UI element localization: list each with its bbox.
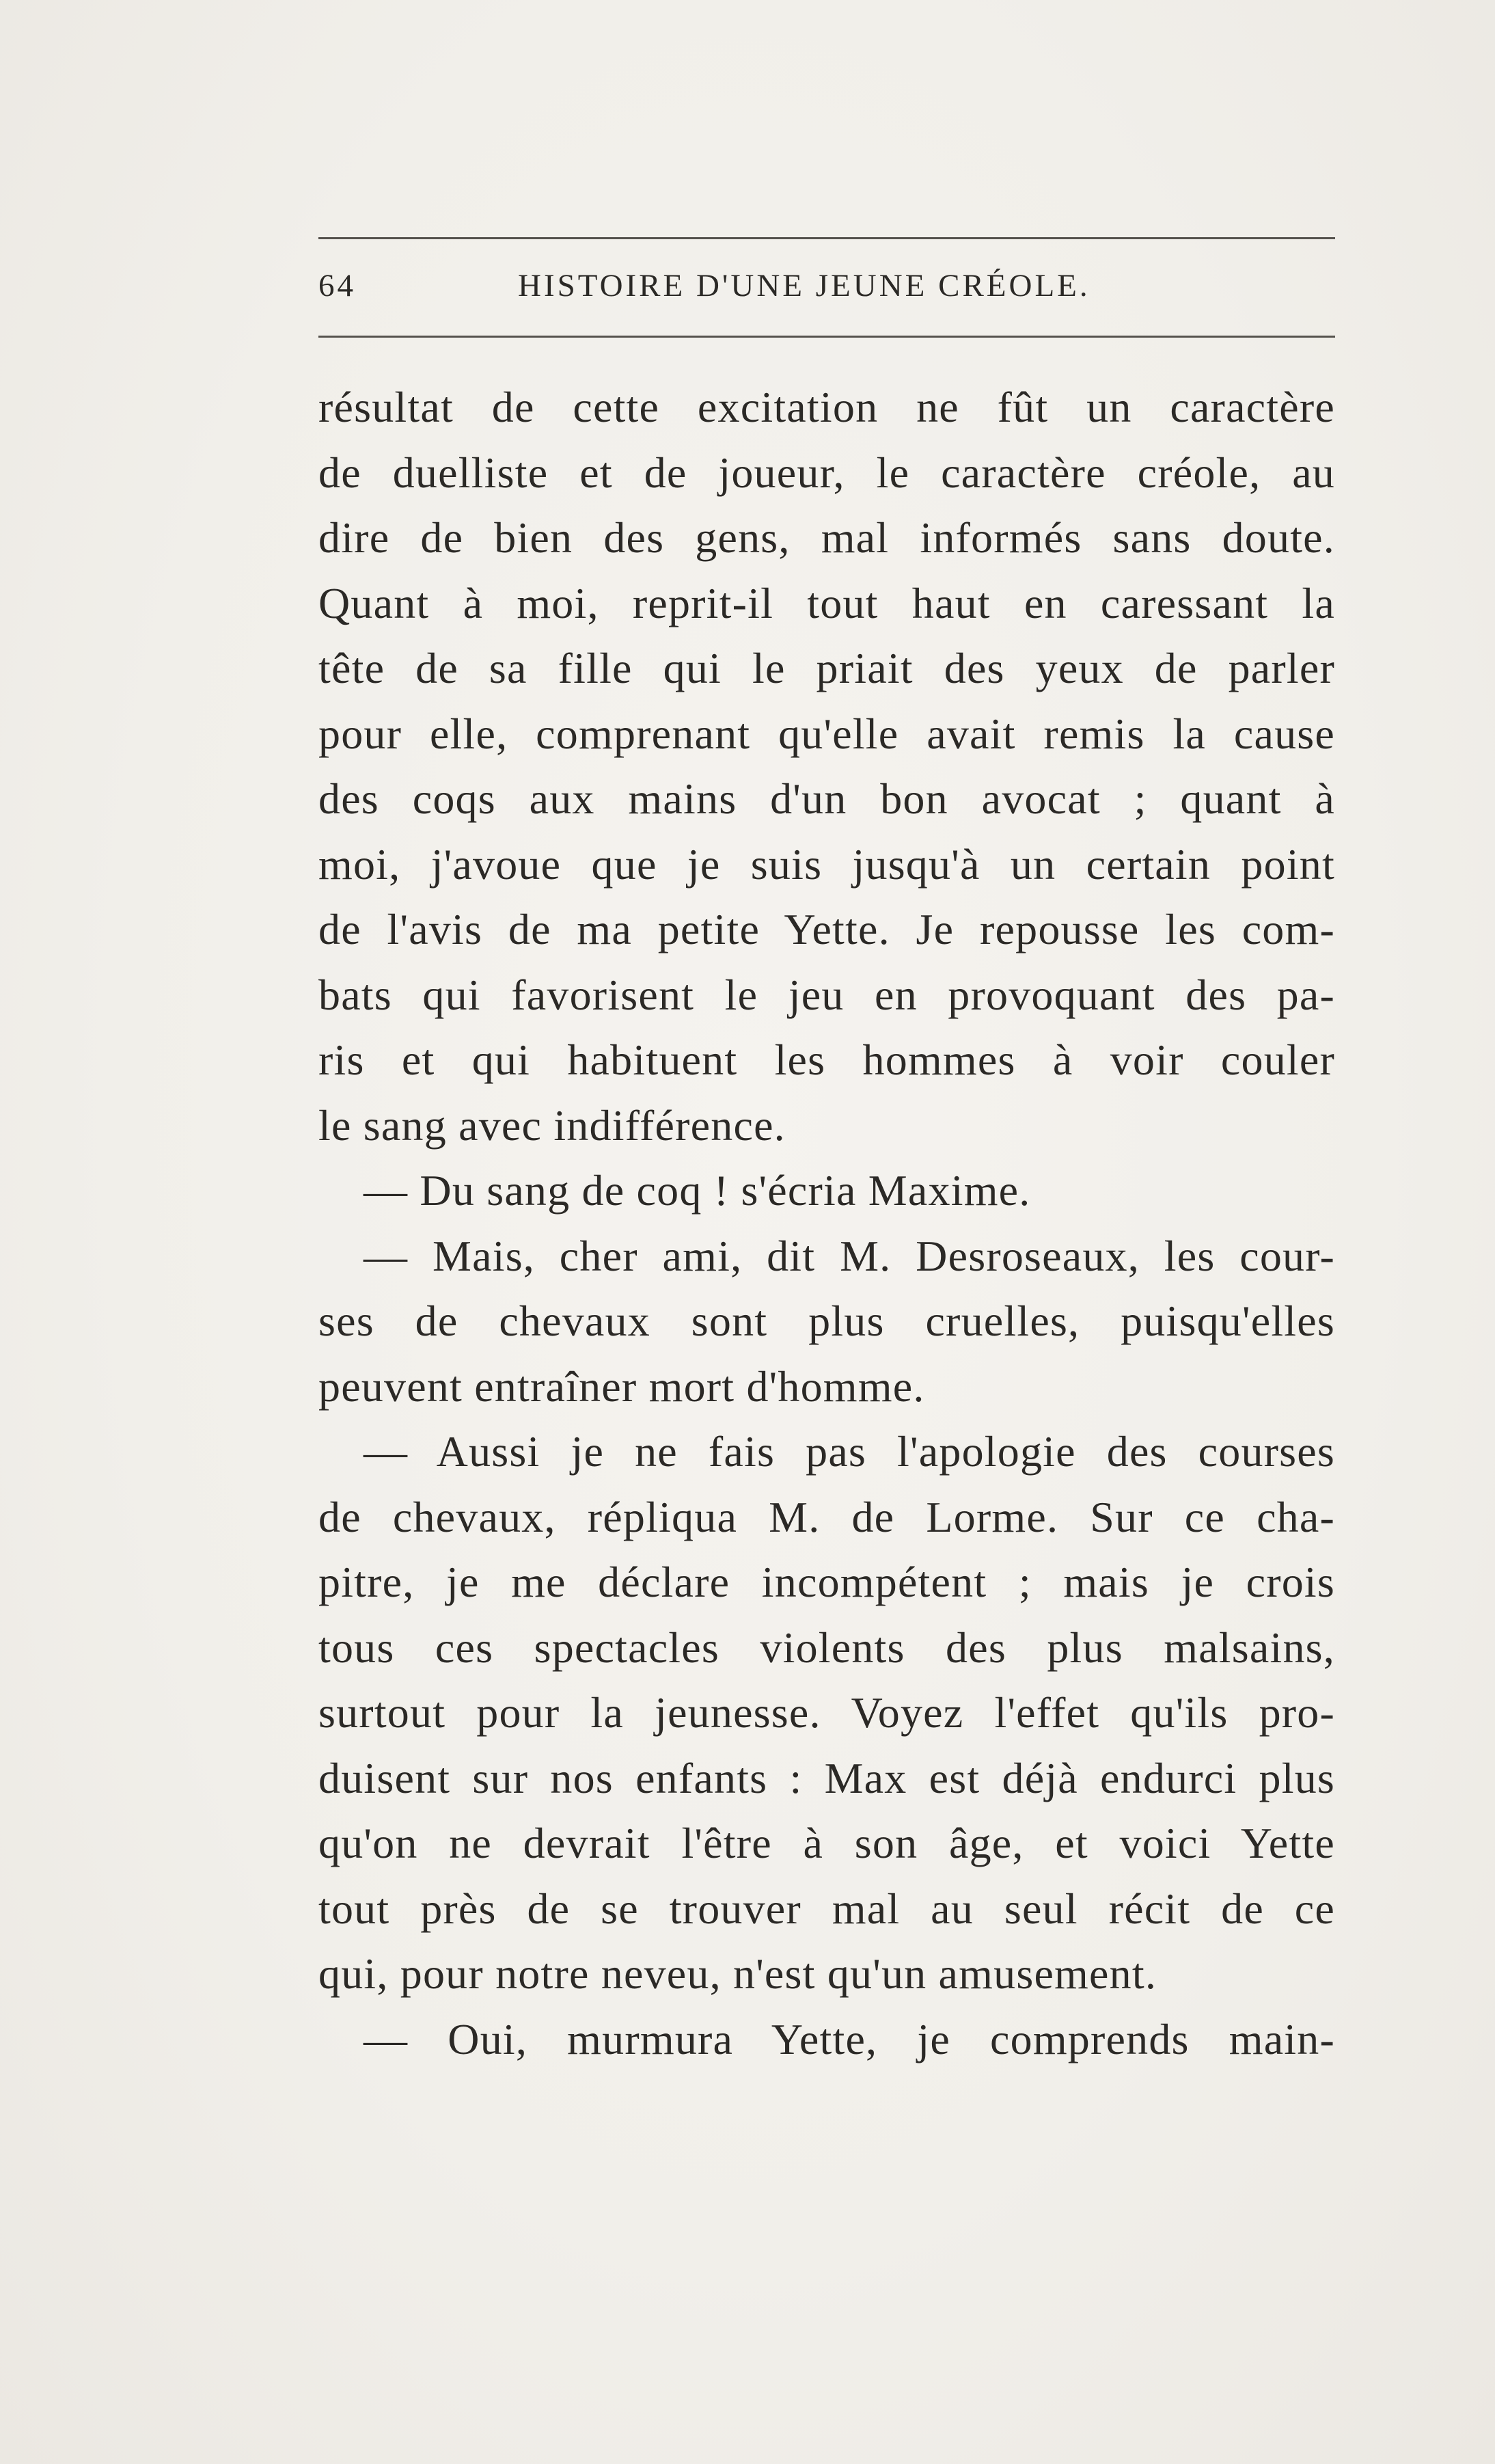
text-line: tous ces spectacles violents des plus malsains, (318, 1623, 1335, 1672)
dialogue-line: — Oui, murmura Yette, je comprends main- (364, 2014, 1335, 2063)
text-line: le sang avec indifférence. (318, 1100, 786, 1150)
text-line: peuvent entraîner mort d'homme. (318, 1362, 925, 1411)
text-line: de chevaux, répliqua M. de Lorme. Sur ce cha- (318, 1492, 1335, 1541)
text-line: tête de sa fille qui le priait des yeux de parler (318, 644, 1335, 692)
header-rule-top (318, 237, 1335, 239)
text-line: de duelliste et de joueur, le caractère créole, au (318, 448, 1335, 497)
body-text (318, 375, 1335, 2072)
running-title: HISTOIRE D'UNE JEUNE CRÉOLE. (518, 268, 1091, 303)
header-rule-bottom (318, 336, 1335, 338)
text-line: surtout pour la jeunesse. Voyez l'effet qu'ils pro- (318, 1688, 1335, 1737)
text-line: qui, pour notre neveu, n'est qu'un amusement. (318, 1949, 1157, 1998)
text-line: de l'avis de ma petite Yette. Je repousse les com- (318, 905, 1335, 953)
text-line: Quant à moi, reprit-il tout haut en caressant la (318, 578, 1335, 627)
text-line: qu'on ne devrait l'être à son âge, et voici Yette (318, 1819, 1335, 1867)
text-line: bats qui favorisent le jeu en provoquant des pa- (318, 970, 1335, 1019)
text-line: pour elle, comprenant qu'elle avait remis la cause (318, 709, 1335, 758)
dialogue-line: — Aussi je ne fais pas l'apologie des courses (364, 1427, 1335, 1476)
text-line: moi, j'avoue que je suis jusqu'à un certain point (318, 839, 1335, 889)
dialogue-line: — Mais, cher ami, dit M. Desroseaux, les cour- (364, 1231, 1335, 1280)
text-line: pitre, je me déclare incompétent ; mais je crois (318, 1558, 1335, 1606)
running-header (318, 262, 1335, 310)
text-line: dire de bien des gens, mal informés sans doute. (318, 513, 1335, 562)
page-number: 64 (318, 268, 356, 303)
text-line: résultat de cette excitation ne fût un caractère (318, 383, 1335, 431)
text-line: ris et qui habituent les hommes à voir couler (318, 1035, 1335, 1084)
dialogue-line: — Du sang de coq ! s'écria Maxime. (364, 1166, 1031, 1215)
text-line: des coqs aux mains d'un bon avocat ; quant à (318, 774, 1335, 823)
text-line: tout près de se trouver mal au seul récit de ce (318, 1884, 1335, 1933)
text-line: duisent sur nos enfants : Max est déjà endurci plus (318, 1753, 1335, 1802)
text-line: ses de chevaux sont plus cruelles, puisqu'elles (318, 1297, 1335, 1345)
